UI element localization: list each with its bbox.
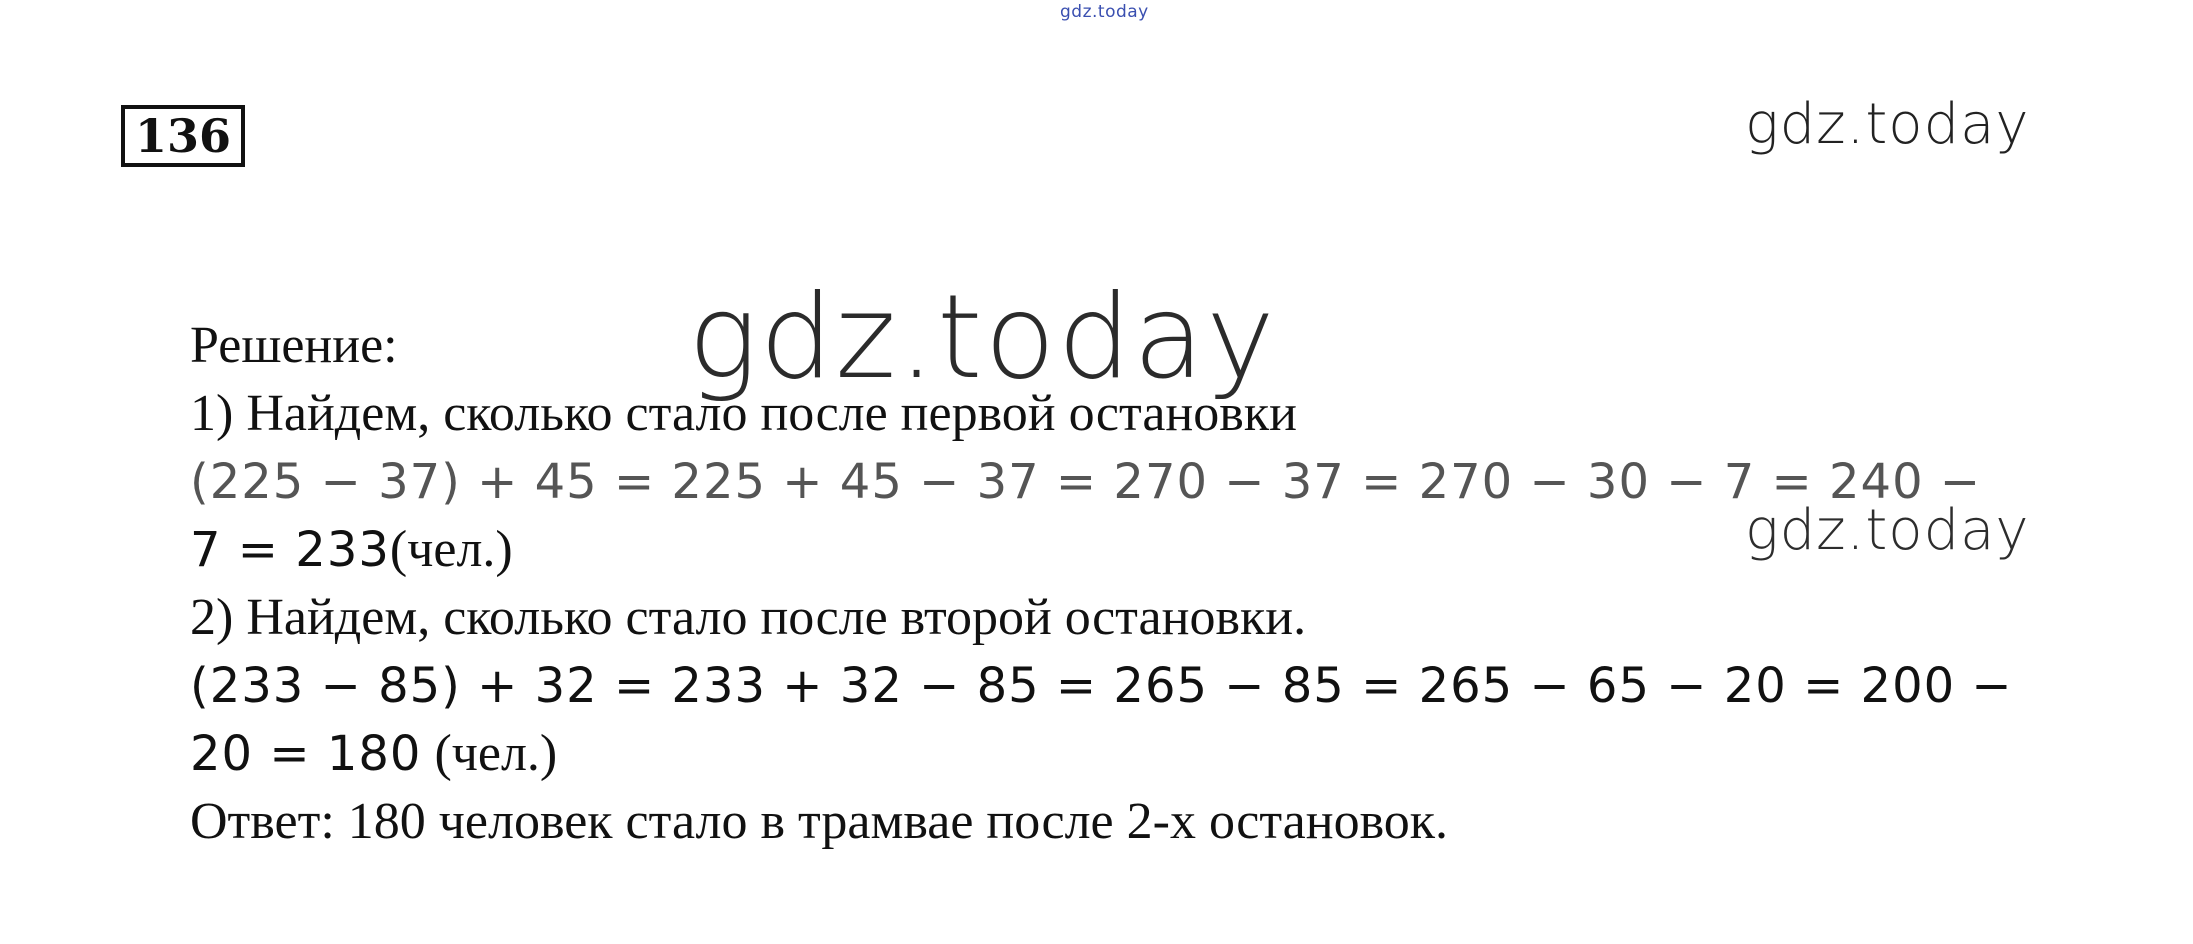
task-number-box bbox=[121, 105, 245, 167]
watermark-top: gdz.today bbox=[1060, 2, 1149, 22]
step2-text: 2) Найдем, сколько стало после второй остановки. bbox=[190, 589, 1307, 646]
watermark-right-top: gdz.today bbox=[1745, 92, 2030, 157]
step2-math-line1: (233 − 85) + 32 = 233 + 32 − 85 = 265 − 85 = 265 − 65 − 20 = 200 − bbox=[190, 658, 2013, 714]
task-number: 136 bbox=[134, 109, 232, 163]
answer-text: Ответ: 180 человек стало в трамвае после 2-х остановок. bbox=[190, 793, 1449, 850]
step1-math-line2-unit: (чел.) bbox=[389, 521, 513, 578]
watermark-right-mid: gdz.today bbox=[1745, 498, 2030, 563]
step2-math-line2-unit: (чел.) bbox=[421, 725, 558, 782]
step1-math-line1: (225 − 37) + 45 = 225 + 45 − 37 = 270 − 37 = 270 − 30 − 7 = 240 − bbox=[190, 454, 1982, 510]
step2-math-line2 bbox=[190, 720, 2110, 788]
step1-text: 1) Найдем, сколько стало после первой остановки bbox=[190, 385, 1297, 442]
step1-math-line2-expr: 7 = 233 bbox=[190, 522, 390, 578]
watermark-center: gdz.today bbox=[688, 270, 1277, 405]
solution-heading: Решение: bbox=[190, 317, 398, 374]
step2-math-line2-expr: 20 = 180 bbox=[190, 726, 422, 782]
